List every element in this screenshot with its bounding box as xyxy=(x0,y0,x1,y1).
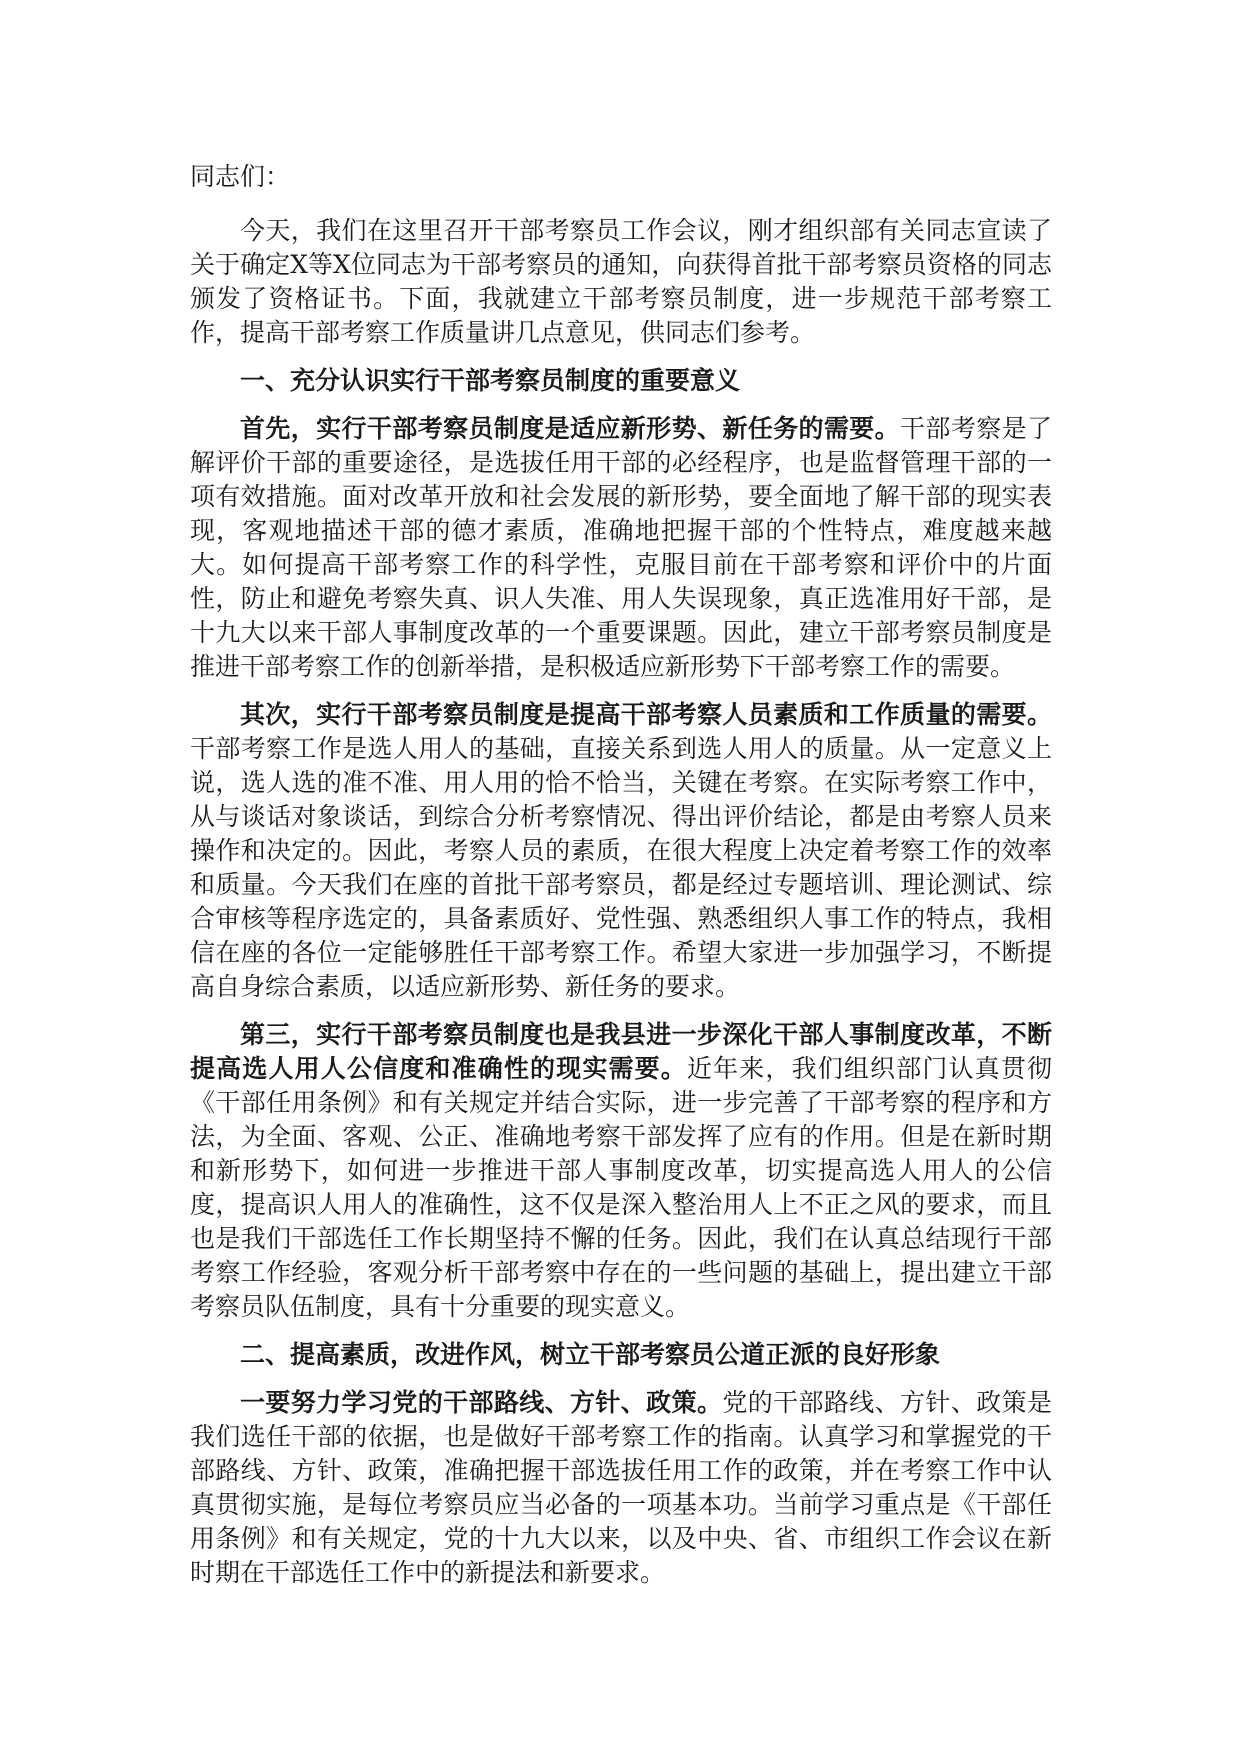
section-1-paragraph-2 xyxy=(190,698,1052,1004)
section-1-paragraph-2-lead: 其次，实行干部考察员制度是提高干部考察人员素质和工作质量的需要。 xyxy=(240,700,1052,729)
salutation: 同志们： xyxy=(190,162,291,191)
document-page xyxy=(190,160,1052,1604)
section-1-paragraph-1-lead: 首先，实行干部考察员制度是适应新形势、新任务的需要。 xyxy=(240,414,901,443)
section-2-paragraph-1-body: 党的干部路线、方针、政策是我们选任干部的依据，也是做好干部考察工作的指南。认真学习和掌握党的干部路线、方针、政策，准确把握干部选拔任用工作的政策，并在考察工作中认真贯彻实施，是每位考察员应当必备的一项基本功。当前学习重点是《干部任用条例》和有关规定，党的十九大以来，以及中央、省、市组织工作会议在新时期在干部选任工作中的新提法和新要求。 xyxy=(190,1388,1052,1587)
section-1-paragraph-3-lead: 第三，实行干部考察员制度也是我县进一步深化干部人事制度改革，不断提高选人用人公信度和准确性的现实需要。 xyxy=(190,1020,1052,1083)
section-1-heading: 一、充分认识实行干部考察员制度的重要意义 xyxy=(240,366,741,395)
section-2-paragraph-1-lead: 一要努力学习党的干部路线、方针、政策。 xyxy=(240,1388,723,1417)
section-2-heading: 二、提高素质，改进作风，树立干部考察员公道正派的良好形象 xyxy=(240,1340,941,1369)
section-1-paragraph-2-body: 干部考察工作是选人用人的基础，直接关系到选人用人的质量。从一定意义上说，选人选的准不准、用人用的恰不恰当，关键在考察。在实际考察工作中，从与谈话对象谈话，到综合分析考察情况、得出评价结论，都是由考察人员来操作和决定的。因此，考察人员的素质，在很大程度上决定着考察工作的效率和质量。今天我们在座的首批干部考察员，都是经过专题培训、理论测试、综合审核等程序选定的，具备素质好、党性强、熟悉组织人事工作的特点，我相信在座的各位一定能够胜任干部考察工作。希望大家进一步加强学习，不断提高自身综合素质，以适应新形势、新任务的要求。 xyxy=(190,734,1052,1001)
section-1-paragraph-1 xyxy=(190,412,1052,684)
section-1-paragraph-3-body: 近年来，我们组织部门认真贯彻《干部任用条例》和有关规定并结合实际，进一步完善了干部考察的程序和方法，为全面、客观、公正、准确地考察干部发挥了应有的作用。但是在新时期和新形势下，如何进一步推进干部人事制度改革，切实提高选人用人的公信度，提高识人用人的准确性，这不仅是深入整治用人上不正之风的要求，而且也是我们干部选任工作长期坚持不懈的任务。因此，我们在认真总结现行干部考察工作经验，客观分析干部考察中存在的一些问题的基础上，提出建立干部考察员队伍制度，具有十分重要的现实意义。 xyxy=(190,1054,1052,1321)
intro-paragraph: 今天，我们在这里召开干部考察员工作会议，刚才组织部有关同志宣读了关于确定X等X位同志为干部考察员的通知，向获得首批干部考察员资格的同志颁发了资格证书。下面，我就建立干部考察员制度，进一步规范干部考察工作，提高干部考察工作质量讲几点意见，供同志们参考。 xyxy=(190,216,1052,347)
section-1-paragraph-3 xyxy=(190,1018,1052,1324)
section-1-paragraph-1-body: 干部考察是了解评价干部的重要途径，是选拔任用干部的必经程序，也是监督管理干部的一项有效措施。面对改革开放和社会发展的新形势，要全面地了解干部的现实表现，客观地描述干部的德才素质，准确地把握干部的个性特点，难度越来越大。如何提高干部考察工作的科学性，克服目前在干部考察和评价中的片面性，防止和避免考察失真、识人失准、用人失误现象，真正选准用好干部，是十九大以来干部人事制度改革的一个重要课题。因此，建立干部考察员制度是推进干部考察工作的创新举措，是积极适应新形势下干部考察工作的需要。 xyxy=(190,414,1052,681)
section-2-paragraph-1 xyxy=(190,1386,1052,1590)
